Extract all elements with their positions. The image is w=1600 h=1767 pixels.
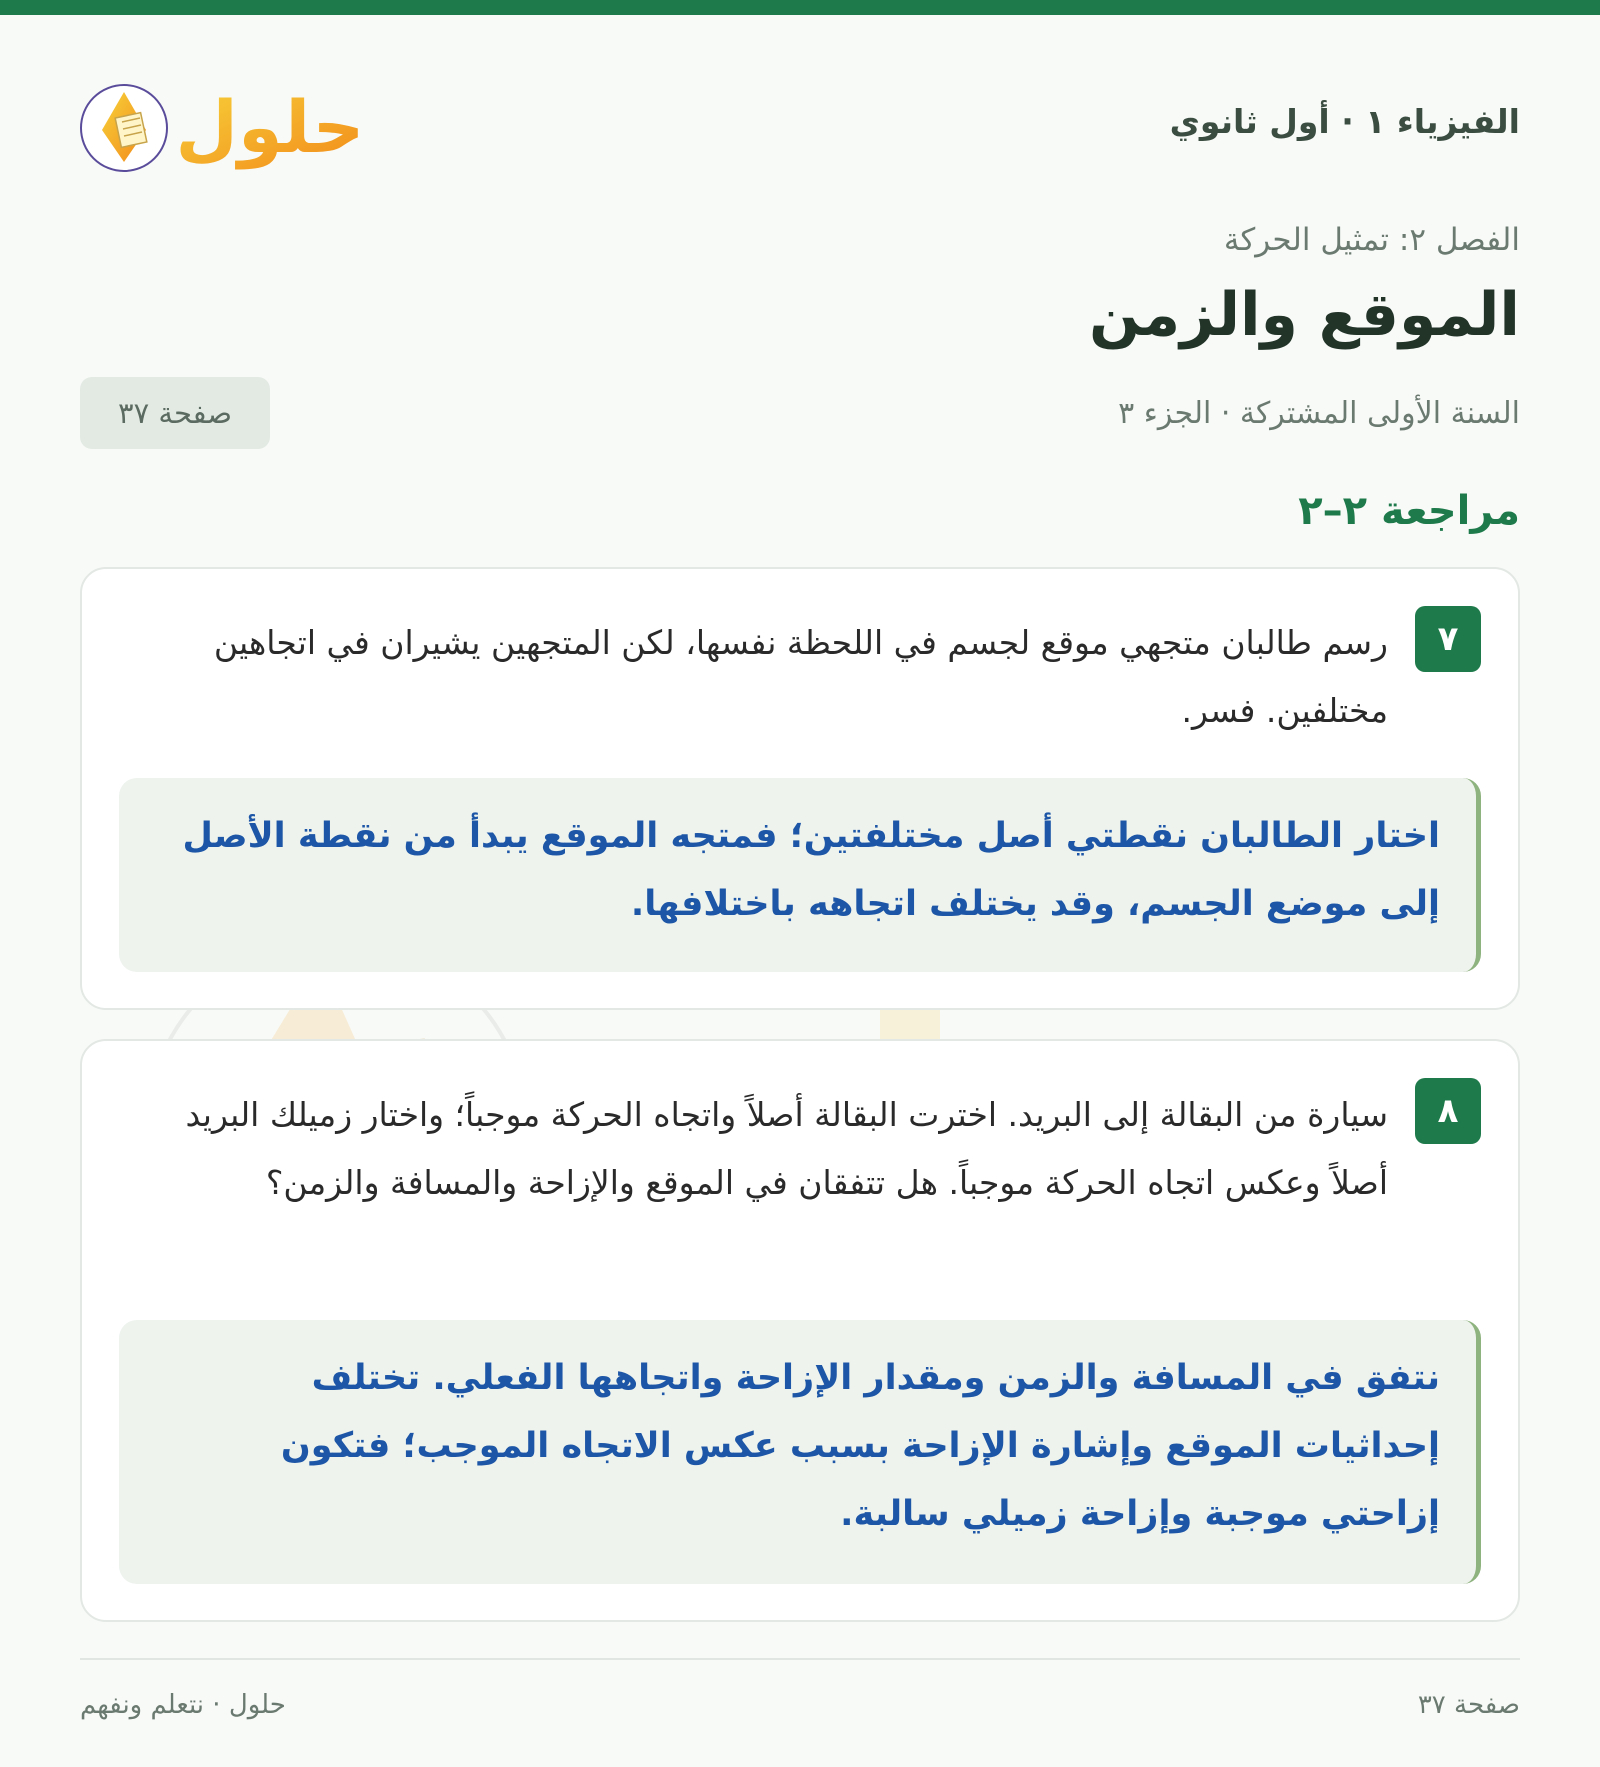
question-number-badge: ٨ (1415, 1078, 1481, 1144)
footer-page-number: صفحة ٣٧ (1417, 1690, 1520, 1720)
question-text: سيارة من البقالة إلى البريد. اخترت البقالة أصلاً واتجاه الحركة موجباً؛ واختار زميلك البريد أصلاً وعكس اتجاه الحركة موجباً. هل تتفقان في الموقع والإزاحة والمسافة والزمن؟ (185, 1095, 1388, 1202)
question-text: رسم طالبان متجهي موقع لجسم في اللحظة نفسها، لكن المتجهين يشيران في اتجاهين مختلفين. فسر. (213, 623, 1388, 730)
question-number-badge: ٧ (1415, 606, 1481, 672)
answer-box: نتفق في المسافة والزمن ومقدار الإزاحة واتجاهها الفعلي. تختلف إحداثيات الموقع وإشارة الإزاحة بسبب عكس الاتجاه الموجب؛ فتكون إزاحتي موجبة وإزاحة زميلي سالبة. (119, 1320, 1481, 1584)
question-card (80, 567, 1520, 1010)
section-title: مراجعة ٢–٢ (1298, 488, 1520, 534)
chapter-label: الفصل ٢: تمثيل الحركة (1223, 222, 1520, 258)
lesson-title: الموقع والزمن (1089, 280, 1520, 350)
lesson-meta: السنة الأولى المشتركة · الجزء ٣ (1118, 396, 1520, 431)
logo-text: حلول (175, 85, 365, 169)
course-title: الفيزياء ١ · أول ثانوي (1169, 102, 1520, 141)
top-accent-bar (0, 0, 1600, 15)
footer-brand: حلول · نتعلم ونفهم (80, 1690, 286, 1720)
page-header (80, 60, 1520, 180)
question-card (80, 1039, 1520, 1622)
page-badge: صفحة ٣٧ (80, 377, 270, 449)
site-logo[interactable] (80, 60, 370, 180)
footer-divider (80, 1658, 1520, 1660)
answer-box: اختار الطالبان نقطتي أصل مختلفتين؛ فمتجه الموقع يبدأ من نقطة الأصل إلى موضع الجسم، وقد يختلف اتجاهه باختلافها. (119, 778, 1481, 972)
logo-icon (80, 60, 370, 180)
